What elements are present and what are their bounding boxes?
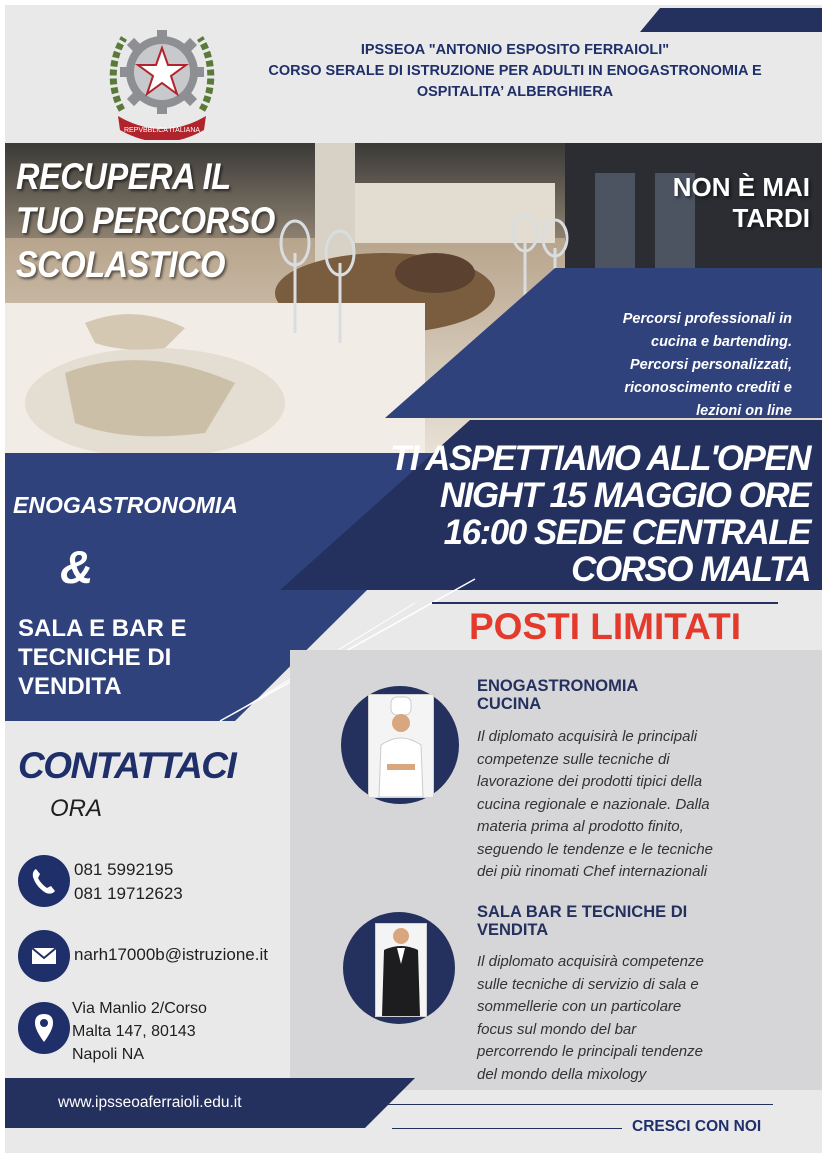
waiter-figure-icon xyxy=(376,924,426,1016)
hero-title-line-1: RECUPERA IL xyxy=(16,156,231,197)
waiter-photo xyxy=(375,923,427,1017)
course-enogastronomia: ENOGASTRONOMIA xyxy=(13,492,238,518)
section-cucina-title xyxy=(477,677,638,713)
section-sala-line-3: sommellerie con un particolare xyxy=(477,998,682,1015)
section-sala-line-1: Il diplomato acquisirà competenze xyxy=(477,953,704,970)
hero-title-line-2: TUO PERCORSO xyxy=(16,200,275,241)
open-night-line-2: NIGHT 15 MAGGIO ORE xyxy=(439,476,810,515)
emblem-icon xyxy=(108,20,216,140)
course-line-2: OSPITALITA’ ALBERGHIERA xyxy=(416,84,614,100)
section-sala-text xyxy=(477,951,775,1086)
info-line-1: Percorsi professionali in xyxy=(622,311,792,327)
address-line-2: Malta 147, 80143 xyxy=(72,1023,196,1040)
course-sala-line-1: SALA E BAR E xyxy=(18,615,187,642)
open-night-text xyxy=(330,440,810,588)
posti-rule xyxy=(432,602,778,604)
website-link[interactable]: www.ipsseoaferraioli.edu.it xyxy=(58,1094,242,1111)
phone-2[interactable]: 081 19712623 xyxy=(74,884,183,903)
phone-1[interactable]: 081 5992195 xyxy=(74,860,174,879)
section-sala-line-5: percorrendo le principali tendenze xyxy=(477,1043,703,1060)
section-cucina-title-line-1: ENOGASTRONOMIA xyxy=(477,677,639,695)
school-name: IPSSEOA "ANTONIO ESPOSITO FERRAIOLI" xyxy=(360,42,670,58)
open-night-line-3: 16:00 SEDE CENTRALE xyxy=(443,513,810,552)
course-ampersand: & xyxy=(60,541,94,593)
info-line-3: Percorsi personalizzati, xyxy=(630,357,792,373)
footer-rule xyxy=(268,1104,773,1105)
address xyxy=(72,997,207,1066)
info-text xyxy=(540,308,792,423)
section-cucina-title-line-2: CUCINA xyxy=(477,695,542,713)
section-cucina-line-2: competenze sulle tecniche di xyxy=(477,750,670,768)
section-cucina-line-1: Il diplomato acquisirà le principali xyxy=(477,728,698,745)
chef-photo xyxy=(368,694,434,798)
hero-title-line-3: SCOLASTICO xyxy=(16,244,226,285)
hero-slogan-line-2: TARDI xyxy=(732,203,810,233)
section-cucina-line-4: cucina regionale e nazionale. Dalla xyxy=(477,795,710,813)
emblem-ribbon-text: REPVBBLICA ITALIANA xyxy=(123,127,201,134)
section-cucina-line-7: dei più rinomati Chef internazionali xyxy=(477,863,708,880)
school-header xyxy=(235,40,795,103)
location-pin-icon xyxy=(18,1002,70,1054)
section-sala-title-line-1: SALA BAR E TECNICHE DI xyxy=(477,903,688,921)
posti-limitati: POSTI LIMITATI xyxy=(469,606,741,647)
open-night-line-1: TI ASPETTIAMO ALL'OPEN xyxy=(390,439,810,478)
phone-icon xyxy=(18,855,70,907)
info-line-5: lezioni on line xyxy=(696,403,792,419)
info-line-4: riconoscimento crediti e xyxy=(624,380,792,396)
course-sala-bar xyxy=(18,614,278,701)
header-accent-band xyxy=(640,8,822,32)
course-sala-line-3: VENDITA xyxy=(18,673,122,700)
address-line-3: Napoli NA xyxy=(72,1046,145,1063)
email[interactable]: narh17000b@istruzione.it xyxy=(74,945,268,964)
section-sala-line-4: focus sul mondo del bar xyxy=(477,1020,637,1038)
course-line-1: CORSO SERALE DI ISTRUZIONE PER ADULTI IN ENOGASTRONOMIA E xyxy=(268,63,762,79)
footer-rule-2 xyxy=(392,1128,622,1129)
phone-numbers xyxy=(74,858,183,906)
address-line-1: Via Manlio 2/Corso xyxy=(72,1000,207,1017)
open-night-line-4: CORSO MALTA xyxy=(571,550,810,589)
section-cucina-line-6: seguendo le tendenze e le tecniche xyxy=(477,840,714,858)
info-line-2: cucina e bartending. xyxy=(651,334,792,350)
section-cucina-text xyxy=(477,726,775,884)
section-cucina-line-5: materia prima al prodotto finito, xyxy=(477,818,684,835)
footer-tagline: CRESCI CON NOI xyxy=(632,1118,762,1135)
chef-figure-icon xyxy=(369,695,433,797)
hero-slogan xyxy=(600,172,810,234)
course-sala-line-2: TECNICHE DI xyxy=(18,644,172,671)
mail-icon xyxy=(18,930,70,982)
hero-slogan-line-1: NON È MAI xyxy=(672,172,810,202)
section-sala-line-6: del mondo della mixology xyxy=(477,1065,647,1083)
contact-subheading: ORA xyxy=(50,795,103,822)
hero-title xyxy=(16,155,280,287)
section-cucina-line-3: lavorazione dei prodotti tipici della xyxy=(477,773,703,790)
section-sala-title-line-2: VENDITA xyxy=(477,921,549,939)
contact-heading: CONTATTACI xyxy=(18,745,236,786)
section-sala-line-2: sulle tecniche di servizio di sala e xyxy=(477,975,699,993)
section-sala-title xyxy=(477,903,687,939)
